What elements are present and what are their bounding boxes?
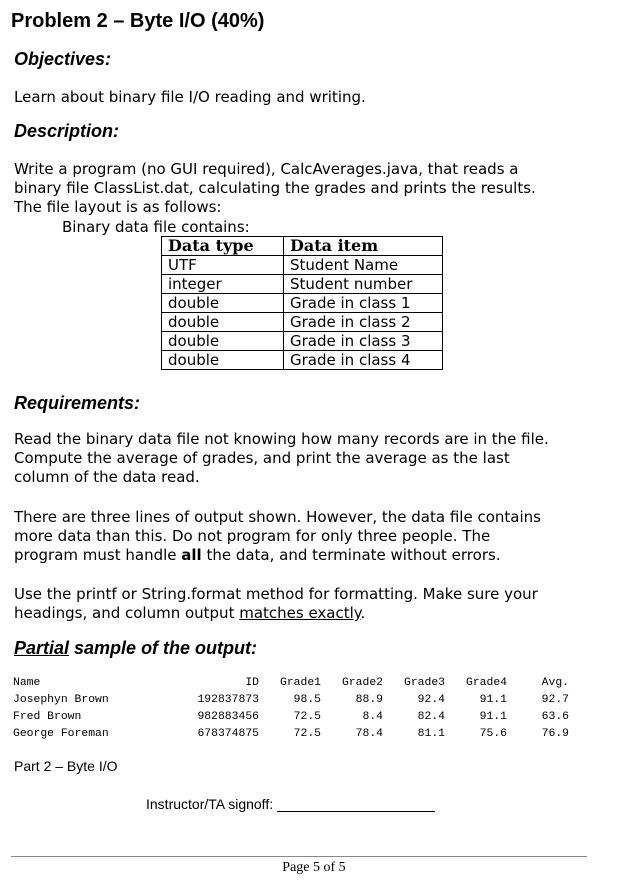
table-row bbox=[162, 275, 443, 294]
requirements-paragraph-1 bbox=[14, 430, 614, 487]
table-row bbox=[162, 332, 443, 351]
emphasis-matches-exactly: matches exactly bbox=[239, 604, 361, 622]
sample-heading-rest: sample of the output: bbox=[69, 638, 258, 658]
table-cell: UTF bbox=[162, 256, 284, 275]
output-cell-avg: 63.6 bbox=[541, 711, 569, 723]
sample-output-heading bbox=[14, 638, 257, 659]
signoff-area bbox=[146, 796, 435, 812]
output-cell-name: Fred Brown bbox=[13, 711, 82, 723]
sample-heading-underlined: Partial bbox=[14, 638, 70, 658]
table-cell: Grade in class 2 bbox=[284, 313, 443, 332]
signoff-label: Instructor/TA signoff: bbox=[146, 796, 274, 812]
output-cell-grade: 72.5 bbox=[293, 711, 321, 723]
output-cell-id: 982883456 bbox=[197, 711, 259, 723]
description-paragraph bbox=[14, 160, 614, 217]
requirements-line: more data than this. Do not program for only three people. The bbox=[14, 527, 491, 545]
signature-line[interactable] bbox=[277, 797, 435, 812]
problem-title: Problem 2 – Byte I/O (40%) bbox=[11, 10, 265, 32]
text-run: the data, and terminate without errors. bbox=[201, 546, 501, 564]
output-row bbox=[13, 726, 569, 743]
table-cell: Student number bbox=[284, 275, 443, 294]
table-cell: double bbox=[162, 294, 284, 313]
output-cell-id: 678374875 bbox=[197, 728, 259, 740]
table-row bbox=[162, 294, 443, 313]
requirements-line bbox=[14, 546, 614, 565]
requirements-line bbox=[14, 604, 614, 623]
table-cell: Grade in class 1 bbox=[284, 294, 443, 313]
description-line: The file layout is as follows: bbox=[14, 198, 222, 216]
table-cell: Grade in class 3 bbox=[284, 332, 443, 351]
output-cell-name: Josephyn Brown bbox=[13, 694, 109, 706]
output-cell-grade: 72.5 bbox=[293, 728, 321, 740]
objectives-text: Learn about binary file I/O reading and writing. bbox=[14, 88, 366, 106]
output-header-grade4: Grade4 bbox=[465, 677, 507, 689]
output-cell-avg: 92.7 bbox=[541, 694, 569, 706]
output-cell-grade: 92.4 bbox=[417, 694, 445, 706]
table-cell: integer bbox=[162, 275, 284, 294]
table-row bbox=[162, 351, 443, 370]
text-run: headings, and column output bbox=[14, 604, 240, 622]
output-header-grade1: Grade1 bbox=[279, 677, 321, 689]
output-cell-name: George Foreman bbox=[13, 728, 109, 740]
output-cell-grade: 78.4 bbox=[355, 728, 383, 740]
table-cell: double bbox=[162, 313, 284, 332]
emphasis-all: all bbox=[181, 546, 202, 564]
output-cell-grade: 91.1 bbox=[479, 694, 507, 706]
sample-output-block bbox=[13, 675, 569, 743]
output-cell-grade: 98.5 bbox=[293, 694, 321, 706]
column-header-data-type: Data type bbox=[162, 237, 284, 256]
requirements-line: Read the binary data file not knowing how many records are in the file. bbox=[14, 430, 549, 448]
output-cell-grade: 81.1 bbox=[417, 728, 445, 740]
requirements-heading: Requirements: bbox=[14, 393, 141, 413]
output-row bbox=[13, 709, 569, 726]
requirements-line: Compute the average of grades, and print the average as the last bbox=[14, 449, 510, 467]
output-cell-avg: 76.9 bbox=[541, 728, 569, 740]
description-heading: Description: bbox=[14, 121, 120, 141]
output-header-row bbox=[13, 675, 569, 692]
column-header-data-item: Data item bbox=[284, 237, 443, 256]
description-line: binary file ClassList.dat, calculating the grades and prints the results. bbox=[14, 179, 536, 197]
table-cell: double bbox=[162, 332, 284, 351]
data-layout-table bbox=[161, 236, 443, 370]
requirements-line: There are three lines of output shown. However, the data file contains bbox=[14, 508, 541, 526]
output-header-grade2: Grade2 bbox=[341, 677, 383, 689]
table-cell: Grade in class 4 bbox=[284, 351, 443, 370]
table-row bbox=[162, 256, 443, 275]
output-header-name: Name bbox=[13, 677, 41, 689]
output-cell-grade: 8.4 bbox=[362, 711, 383, 723]
table-header-row bbox=[162, 237, 443, 256]
output-cell-grade: 75.6 bbox=[479, 728, 507, 740]
requirements-line: column of the data read. bbox=[14, 468, 200, 486]
requirements-paragraph-2 bbox=[14, 508, 614, 565]
requirements-line: Use the printf or String.format method for formatting. Make sure your bbox=[14, 585, 538, 603]
output-header-id: ID bbox=[245, 677, 259, 689]
description-line: Write a program (no GUI required), CalcAverages.java, that reads a bbox=[14, 160, 519, 178]
output-cell-grade: 82.4 bbox=[417, 711, 445, 723]
part-label: Part 2 – Byte I/O bbox=[14, 758, 118, 774]
output-header-avg: Avg. bbox=[541, 677, 569, 689]
output-cell-grade: 91.1 bbox=[479, 711, 507, 723]
output-row bbox=[13, 692, 569, 709]
output-header-grade3: Grade3 bbox=[403, 677, 445, 689]
text-run: program must handle bbox=[14, 546, 182, 564]
binary-file-label: Binary data file contains: bbox=[62, 218, 250, 236]
page-number: Page 5 of 5 bbox=[282, 860, 346, 875]
table-cell: Student Name bbox=[284, 256, 443, 275]
objectives-heading: Objectives: bbox=[14, 49, 112, 69]
requirements-paragraph-3 bbox=[14, 585, 614, 623]
text-run: . bbox=[360, 604, 366, 622]
table-cell: double bbox=[162, 351, 284, 370]
output-cell-id: 192837873 bbox=[197, 694, 259, 706]
output-cell-grade: 88.9 bbox=[355, 694, 383, 706]
table-row bbox=[162, 313, 443, 332]
footer-divider bbox=[11, 856, 587, 857]
